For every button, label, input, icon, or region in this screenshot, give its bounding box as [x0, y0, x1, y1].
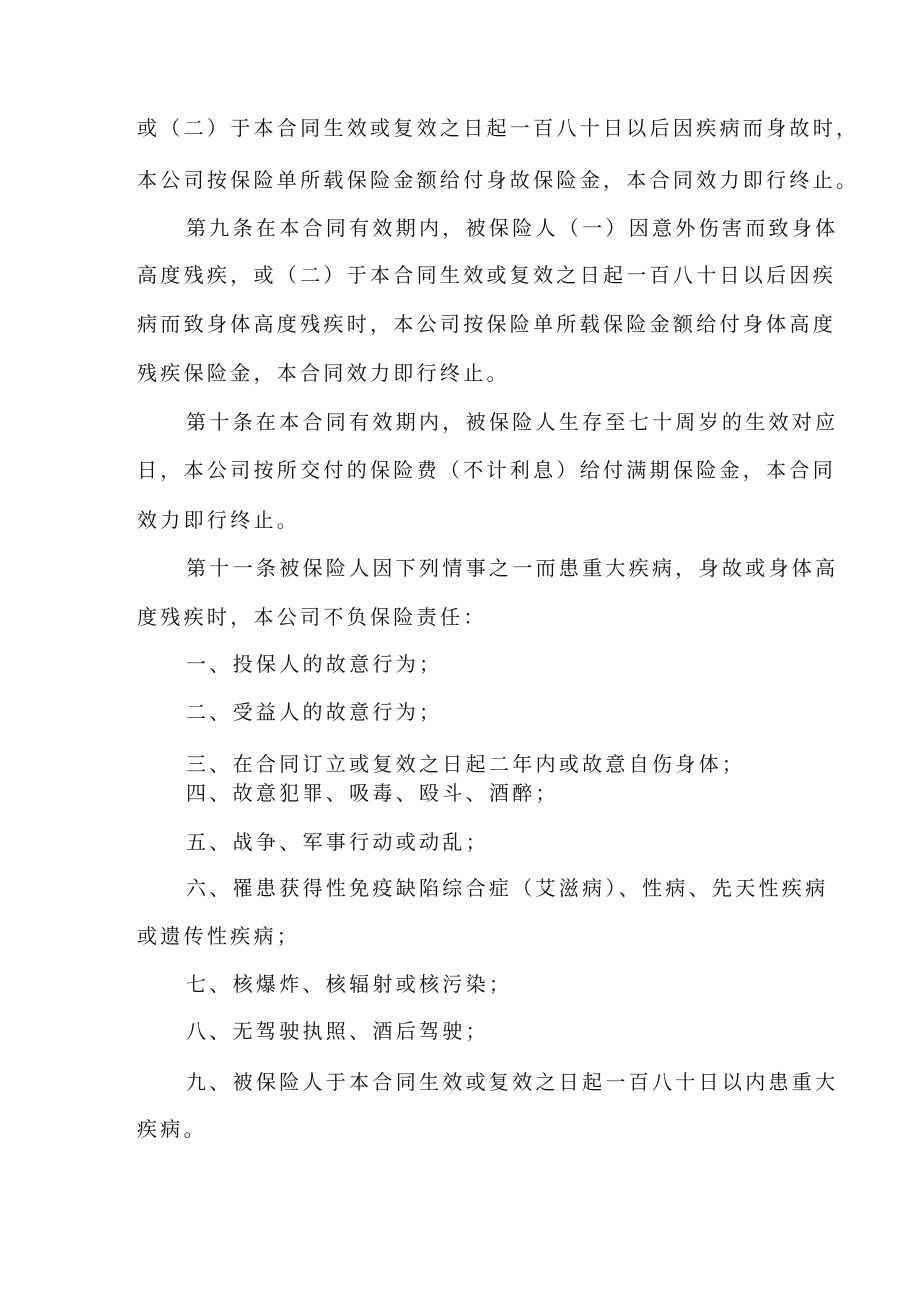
text-line: 病而致身体高度残疾时，本公司按保险单所载保险金额给付身体高度 — [137, 312, 836, 336]
article-11-line: 第十一条被保险人因下列情事之一而患重大疾病，身故或身体高 — [186, 556, 839, 580]
text-line: 高度残疾，或（二）于本合同生效或复效之日起一百八十日以后因疾 — [137, 263, 836, 287]
exclusion-item-9: 九、被保险人于本合同生效或复效之日起一百八十日以内患重大 — [186, 1070, 839, 1094]
text-line: 残疾保险金，本合同效力即行终止。 — [137, 361, 510, 385]
text-line: 或（二）于本合同生效或复效之日起一百八十日以后因疾病而身故时， — [137, 116, 860, 140]
exclusion-item-7: 七、核爆炸、核辐射或核污染； — [186, 972, 513, 996]
text-line: 本公司按保险单所载保险金额给付身故保险金，本合同效力即行终止。 — [137, 168, 860, 192]
text-line: 效力即行终止。 — [137, 508, 301, 532]
exclusion-item-2: 二、受益人的故意行为； — [186, 700, 443, 724]
text-line: 疾病。 — [137, 1117, 207, 1141]
exclusion-item-5: 五、战争、军事行动或动乱； — [186, 830, 489, 854]
exclusion-item-6: 六、罹患获得性免疫缺陷综合症（艾滋病）、性病、先天性疾病 — [186, 876, 829, 900]
article-9-line: 第九条在本合同有效期内，被保险人（一）因意外伤害而致身体 — [186, 216, 839, 240]
exclusion-item-4: 四、故意犯罪、吸毒、殴斗、酒醉； — [186, 781, 559, 805]
article-10-line: 第十条在本合同有效期内，被保险人生存至七十周岁的生效对应 — [186, 410, 839, 434]
exclusion-item-3: 三、在合同订立或复效之日起二年内或故意自伤身体； — [186, 752, 746, 776]
exclusion-item-1: 一、投保人的故意行为； — [186, 652, 443, 676]
exclusion-item-8: 八、无驾驶执照、酒后驾驶； — [186, 1019, 489, 1043]
text-line: 度残疾时，本公司不负保险责任： — [137, 605, 487, 629]
text-line: 或遗传性疾病； — [137, 924, 301, 948]
text-line: 日，本公司按所交付的保险费（不计利息）给付满期保险金，本合同 — [137, 458, 836, 482]
